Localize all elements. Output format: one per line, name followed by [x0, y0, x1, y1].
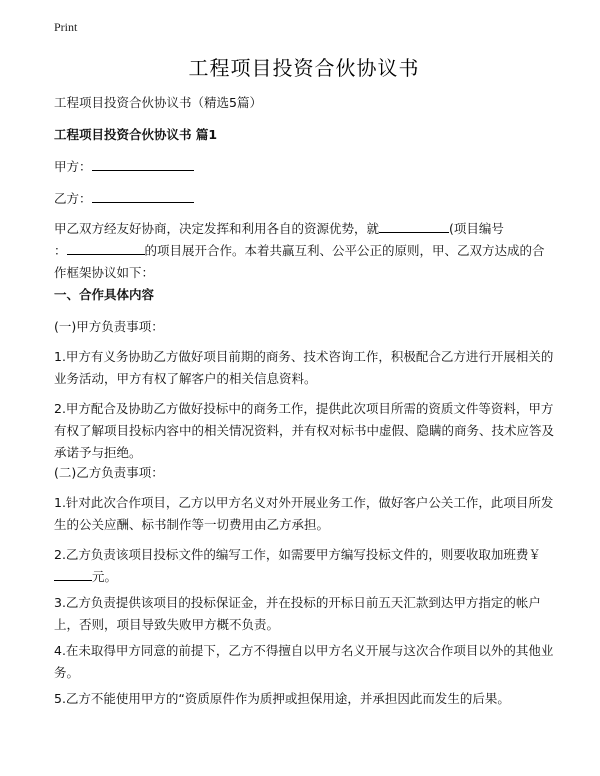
party-a-line	[54, 156, 554, 178]
project-name-blank	[379, 218, 449, 233]
party-b-blank	[92, 188, 194, 203]
party-b-line	[54, 188, 554, 210]
party-b-item-2	[54, 544, 554, 588]
party-a-label: 甲方：	[54, 159, 92, 174]
document-subtitle: 工程项目投资合伙协议书（精选5篇）	[54, 95, 262, 110]
intro-text-2: (项目编号	[449, 221, 504, 236]
document-title: 工程项目投资合伙协议书	[188, 56, 420, 80]
intro-paragraph	[54, 218, 554, 284]
party-b-item-2-suffix: 元。	[92, 569, 118, 584]
sub-heading-party-a: (一)甲方负责事项：	[54, 319, 164, 334]
intro-text-3: ：	[54, 243, 67, 258]
party-b-label: 乙方：	[54, 191, 92, 206]
party-b-item-1: 1.针对此次合作项目，乙方以甲方名义对外开展业务工作，做好客户公关工作，此项目所发生的公关应酬、标书制作等一切费用由乙方承担。	[54, 495, 554, 532]
party-b-item-4: 4.在未取得甲方同意的前提下，乙方不得擅自以甲方名义开展与这次合作项目以外的其他业务。	[54, 643, 554, 680]
heading-cooperation-content: 一、合作具体内容	[54, 287, 155, 302]
party-b-item-5: 5.乙方不能使用甲方的“资质原件作为质押或担保用途，并承担因此而发生的后果。	[54, 691, 510, 706]
party-b-item-2-text: 2.乙方负责该项目投标文件的编写工作，如需要甲方编写投标文件的，则要收取加班费￥	[54, 547, 541, 562]
intro-text-1: 甲乙双方经友好协商，决定发挥和利用各自的资源优势，就	[54, 221, 380, 236]
overtime-fee-blank	[54, 566, 92, 581]
party-a-blank	[92, 156, 194, 171]
project-number-blank	[67, 240, 145, 255]
intro-text-4: 的项目展开合作。本着共赢互利、公平公正的原则，甲、乙双方达成的合作框架协议如下：	[54, 243, 545, 280]
sub-heading-party-b: (二)乙方负责事项：	[54, 465, 164, 480]
party-b-item-3: 3.乙方负责提供该项目的投标保证金，并在投标的开标日前五天汇款到达甲方指定的帐户上，否则，项目导致失败甲方概不负责。	[54, 595, 541, 632]
print-label: Print	[54, 20, 78, 34]
section-title: 工程项目投资合伙协议书 篇1	[54, 127, 218, 142]
party-a-item-1: 1.甲方有义务协助乙方做好项目前期的商务、技术咨询工作，积极配合乙方进行开展相关的业务活动，甲方有权了解客户的相关信息资料。	[54, 349, 554, 386]
party-a-item-2: 2.甲方配合及协助乙方做好投标中的商务工作，提供此次项目所需的资质文件等资料，甲方有权了解项目投标内容中的相关情况资料，并有权对标书中虚假、隐瞒的商务、技术应答及承诺予与拒绝。	[54, 401, 555, 460]
